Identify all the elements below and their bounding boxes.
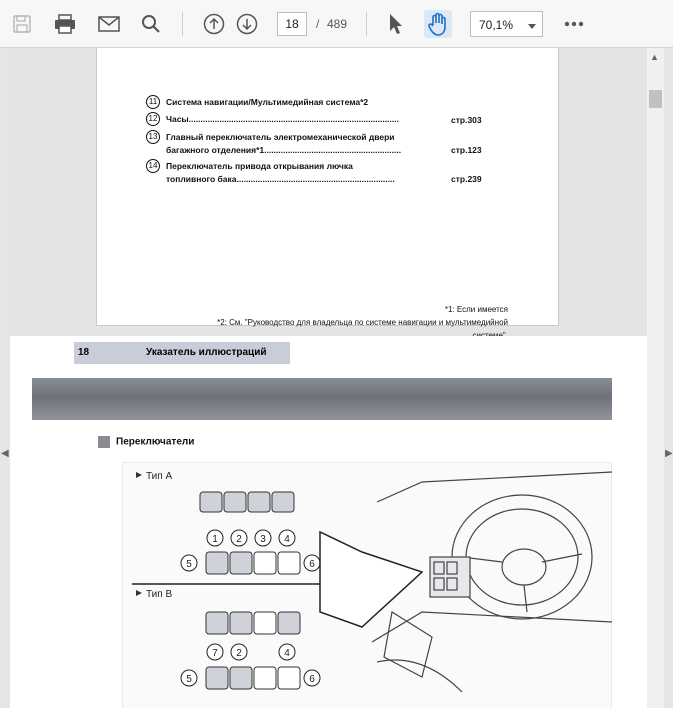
document-page-18: [10, 336, 647, 708]
toc-item-14: [146, 159, 353, 173]
page-header-title: Указатель иллюстраций: [146, 347, 267, 358]
toc-item-11: [146, 95, 368, 109]
section-title: Переключатели: [116, 436, 195, 448]
search-icon[interactable]: [137, 10, 165, 38]
toc-item-13: [146, 130, 395, 144]
footnote: *2: См. "Руководство для владельца по системе навигации и мультимедийной: [217, 318, 508, 327]
callout-label: 6: [309, 674, 315, 685]
vertical-scrollbar[interactable]: [647, 48, 664, 708]
toolbar-divider: [182, 12, 183, 36]
item-text-continued: топливного бака...................................................................: [166, 174, 395, 184]
item-page-ref: стр.123: [451, 145, 482, 155]
item-page-ref: стр.239: [451, 174, 482, 184]
page-header: [74, 342, 290, 364]
left-panel-arrow-icon[interactable]: ◀: [1, 448, 9, 459]
item-text: Главный переключатель электромеханической двери: [166, 132, 395, 142]
item-number: 12: [146, 112, 160, 126]
item-text: Часы.........................................................................................: [166, 114, 399, 124]
callout-label: 5: [186, 559, 192, 570]
document-page-17: [96, 48, 559, 326]
zoom-value: 70,1%: [479, 18, 514, 32]
item-number: 14: [146, 159, 160, 173]
callout-label: 4: [284, 534, 290, 545]
type-b-label: Тип В: [146, 589, 173, 600]
toolbar: [0, 0, 673, 48]
section-heading: [98, 436, 194, 448]
page-separator: /: [316, 17, 320, 31]
scrollbar-thumb[interactable]: [649, 90, 662, 108]
item-number: 13: [146, 130, 160, 144]
footnote: *1: Если имеется: [444, 305, 508, 314]
select-cursor-icon[interactable]: [382, 10, 410, 38]
item-text: Система навигации/Мультимедийная система*2: [166, 97, 369, 107]
callout-label: 7: [212, 648, 218, 659]
mail-icon[interactable]: [95, 10, 123, 38]
switches-illustration: [122, 462, 612, 708]
callout-label: 1: [212, 534, 218, 545]
toc-item-12: [146, 112, 399, 126]
type-a-label: Тип А: [146, 471, 173, 482]
scroll-up-arrow-icon[interactable]: ▲: [650, 52, 659, 62]
item-text-continued: багажного отделения*1..........................................................: [166, 145, 402, 155]
previous-page-icon[interactable]: [200, 10, 228, 38]
page-number-input[interactable]: 18: [277, 12, 307, 36]
callout-label: 4: [284, 648, 290, 659]
page-number: 18: [78, 347, 90, 358]
section-marker-icon: [98, 436, 110, 448]
item-page-ref: стр.303: [451, 115, 482, 125]
right-panel-arrow-icon[interactable]: ▶: [665, 448, 673, 459]
callout-label: 5: [186, 674, 192, 685]
more-options-icon[interactable]: [560, 10, 588, 38]
toolbar-divider: [366, 12, 367, 36]
decorative-band: [32, 378, 612, 420]
item-number: 11: [146, 95, 160, 109]
next-page-icon[interactable]: [233, 10, 261, 38]
document-viewer[interactable]: [10, 48, 647, 708]
save-icon[interactable]: [8, 10, 36, 38]
page-total: 489: [327, 17, 348, 31]
callout-label: 3: [260, 534, 266, 545]
print-icon[interactable]: [51, 10, 79, 38]
chevron-down-icon: [528, 19, 536, 33]
callout-label: 2: [236, 534, 242, 545]
callout-label: 6: [309, 559, 315, 570]
callout-label: 2: [236, 648, 242, 659]
zoom-select[interactable]: [470, 11, 543, 37]
item-text: Переключатель привода открывания лючка: [166, 161, 353, 171]
hand-tool-icon[interactable]: [424, 10, 452, 38]
